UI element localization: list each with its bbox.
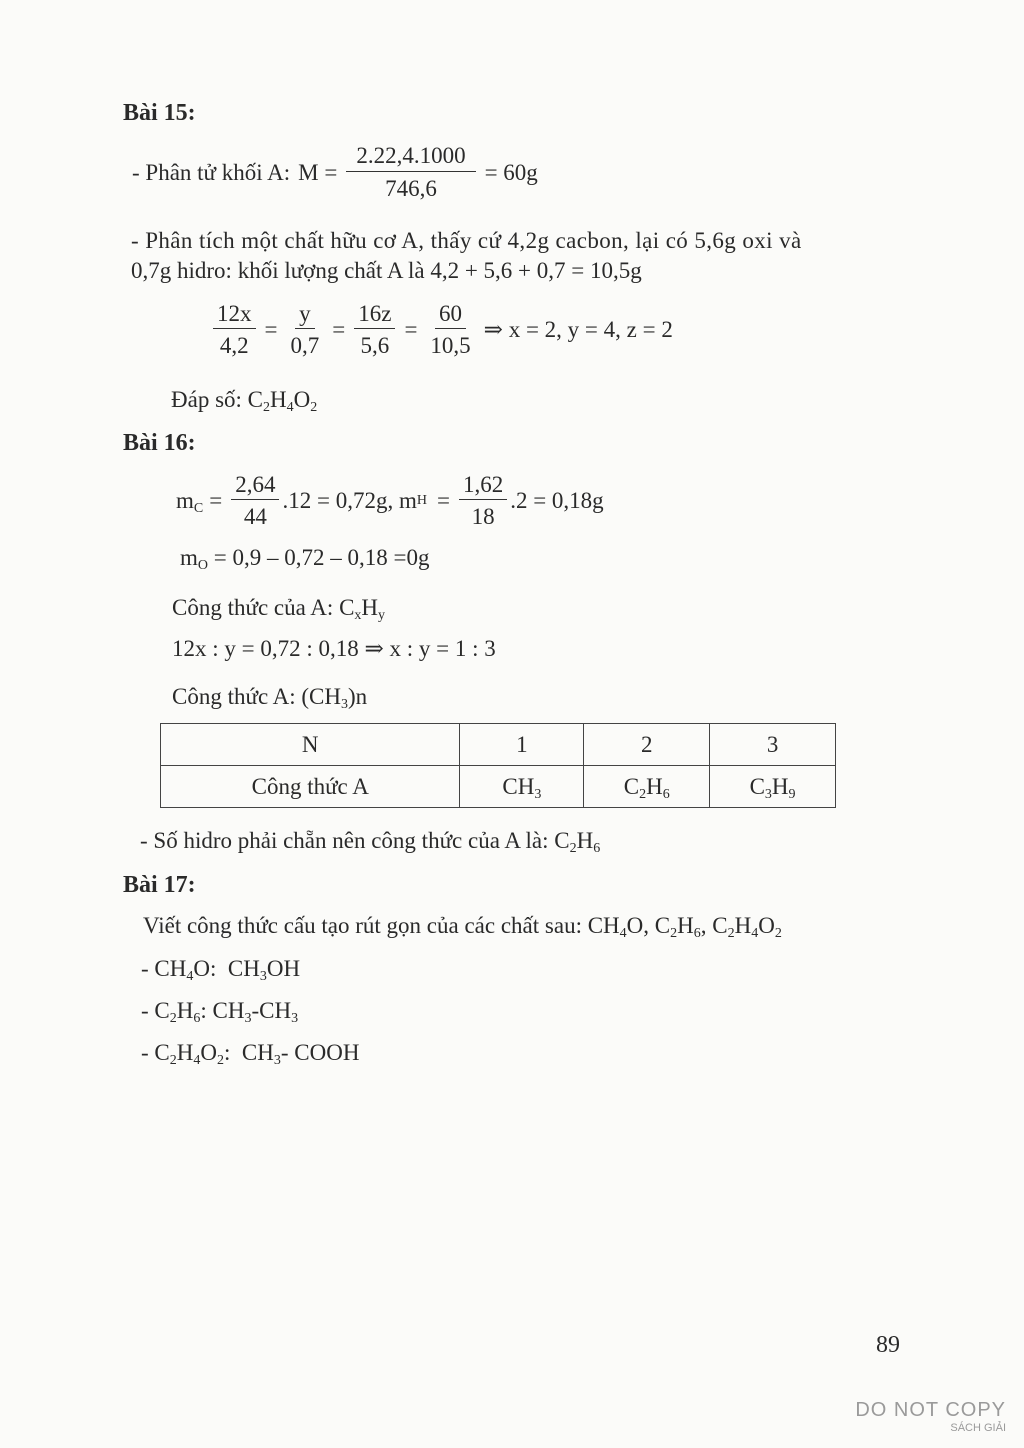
mh-rest: .2 = 0,18g (510, 488, 604, 513)
bai15-ratio-equation: $\frac{12x}{4,2}$ = $\frac{y}{0,7}$ = $\frac{16z}{5,6}$ = $\frac{60}{10,5}$ ⇒ x = 2, y = 4, z = 2 (210, 302, 679, 357)
bai15-molar-mass (132, 144, 544, 200)
bai15-para-line2: 0,7g hidro: khối lượng chất A là 4,2 + 5,6 + 0,7 = 10,5g (131, 258, 642, 283)
list-item: - $CH_4O$: $CH_3OH$ (141, 956, 301, 984)
ratio-fraction: $\frac{60}{10,5}$ (430, 301, 471, 358)
bai16-conclusion: - Số hidro phải chẵn nên công thức của A là: $C_2H_6$ (140, 828, 601, 856)
bai16-formula-n-line: Công thức A: $(CH_3)n$ (172, 684, 368, 712)
bai16-formula-line: Công thức của A: $C_xH_y$ (172, 595, 386, 623)
table-row: Công thức A $CH_3$ $C_2H_6$ $C_3H_9$ (161, 766, 836, 808)
fraction-denominator: 746,6 (385, 176, 437, 201)
fraction-numerator: 2.22,4.1000 (346, 144, 475, 172)
mc-rest: .12 = 0,72g, m (282, 488, 417, 513)
ratio-fraction: $\frac{16z}{5,6}$ (354, 302, 395, 357)
mh-fraction: $\frac{1,62}{18}$ (459, 473, 507, 528)
bai16-mo-line: $m_O = 0,9 - 0,72 - 0,18 =0g$ (180, 545, 430, 573)
bai15-para-line1: - Phân tích một chất hữu cơ A, thấy cứ 4,2g cacbon, lại có 5,6g oxi và (131, 228, 802, 253)
molar-mass-label: - Phân tử khối A: (132, 159, 291, 185)
answer-label: Đáp số: (171, 387, 242, 412)
molar-mass-fraction (346, 144, 475, 200)
answer-formula: $C_2H_4O_2$ (247, 387, 318, 415)
ratio-fraction: $\frac{12x}{4,2}$ (213, 302, 256, 357)
list-item: - $C_2H_6$: $CH_3-CH_3$ (141, 998, 299, 1026)
bai17-title: Bài 17: (123, 872, 196, 898)
table-row: N 1 2 3 (161, 724, 836, 766)
molar-mass-rhs: = 60g (484, 159, 538, 185)
list-item: - $C_2H_4O_2$: $CH_3-$ COOH (141, 1040, 360, 1068)
bai17-intro: Viết công thức cấu tạo rút gọn của các chất sau: $CH_4O$, $C_2H_6$, $C_2H_4O_2$ (143, 913, 782, 941)
bai15-answer (171, 387, 318, 415)
bai16-title: Bài 16: (123, 430, 196, 456)
ratio-fraction: $\frac{y}{0,7}$ (290, 301, 320, 358)
mc-fraction: $\frac{2,64}{44}$ (231, 473, 279, 528)
formula-table (160, 723, 836, 808)
molar-mass-lhs: M = (298, 159, 338, 185)
bai16-mass-equation: $m_C$ = $\frac{2,64}{44}$ .12 = 0,72g, m H = $\frac{1,62}{18}$ .2 = 0,18g (176, 472, 604, 529)
bai15-title: Bài 15: (123, 100, 196, 126)
bai16-ratio-line: 12x : y = 0,72 : 0,18 ⇒ x : y = 1 : 3 (172, 636, 496, 661)
page-number: 89 (876, 1332, 900, 1358)
watermark-logo: DO NOT COPY SÁCH GIẢI (855, 1399, 1006, 1434)
ratio-result: ⇒ x = 2, y = 4, z = 2 (483, 317, 673, 342)
